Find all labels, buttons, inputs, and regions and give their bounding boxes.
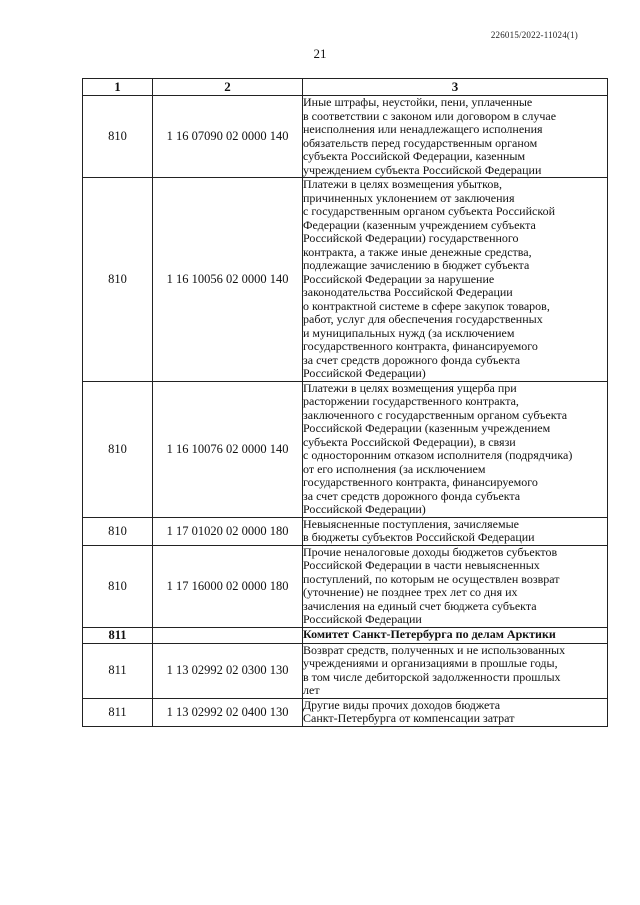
- budget-codes-table: [82, 78, 608, 727]
- description-line: Российской Федерации в части невыясненных: [303, 558, 540, 572]
- description-line: обязательств перед государственным органом: [303, 135, 538, 150]
- section-title: Комитет Санкт-Петербурга по делам Арктики: [303, 627, 608, 643]
- description-line: Иные штрафы, неустойки, пени, уплаченные: [303, 95, 533, 109]
- description-line: Невыясненные поступления, зачисляемые: [303, 516, 519, 531]
- description-cell: [303, 178, 608, 382]
- description-line: Возврат средств, полученных и не использованных: [303, 642, 566, 657]
- section-header-row: [83, 627, 608, 643]
- description-line: Платежи в целях возмещения убытков,: [303, 177, 503, 191]
- table-row: [83, 545, 608, 627]
- description-line: Платежи в целях возмещения ущерба при: [303, 380, 517, 395]
- revenue-code-cell: 1 17 01020 02 0000 180: [153, 517, 303, 545]
- section-empty-cell: [153, 627, 303, 643]
- admin-code-cell: 810: [83, 381, 153, 517]
- description-line: контракта, а также иные денежные средства,: [303, 244, 532, 259]
- column-header-2: 2: [153, 79, 303, 96]
- description-line: лет: [303, 683, 320, 697]
- description-line: причиненных уклонением от заключения: [303, 190, 515, 205]
- description-line: учреждениями и организациями в прошлые годы,: [303, 656, 558, 670]
- description-line: подлежащие зачислению в бюджет субъекта: [303, 258, 530, 272]
- description-line: Российской Федерации): [303, 502, 426, 516]
- table-row: [83, 698, 608, 726]
- admin-code-cell: 811: [83, 643, 153, 698]
- revenue-code-cell: 1 17 16000 02 0000 180: [153, 545, 303, 627]
- description-line: государственного контракта, финансируемого: [303, 475, 538, 489]
- admin-code-cell: 810: [83, 545, 153, 627]
- description-line: в бюджеты субъектов Российской Федерации: [303, 530, 535, 544]
- description-line: субъекта Российской Федерации, казенным: [303, 149, 526, 163]
- table-header-row: [83, 79, 608, 96]
- admin-code-cell: 811: [83, 698, 153, 726]
- description-line: Российской Федерации за нарушение: [303, 271, 495, 286]
- description-line: Другие виды прочих доходов бюджета: [303, 697, 501, 712]
- admin-code-cell: 810: [83, 178, 153, 382]
- description-line: Российской Федерации: [303, 612, 422, 626]
- description-line: неисполнения или ненадлежащего исполнения: [303, 122, 543, 136]
- revenue-code-cell: 1 16 10056 02 0000 140: [153, 178, 303, 382]
- description-line: за счет средств дорожного фонда субъекта: [303, 352, 521, 367]
- description-line: с государственным органом субъекта Российской: [303, 204, 555, 218]
- admin-code-cell: 810: [83, 96, 153, 178]
- description-line: (уточнение) не позднее трех лет со дня их: [303, 585, 518, 599]
- description-line: и муниципальных нужд (за исключением: [303, 325, 515, 340]
- description-line: поступлений, по которым не осуществлен возврат: [303, 571, 560, 586]
- description-line: за счет средств дорожного фонда субъекта: [303, 488, 521, 503]
- revenue-code-cell: 1 16 10076 02 0000 140: [153, 381, 303, 517]
- description-line: заключенного с государственным органом субъекта: [303, 407, 568, 422]
- description-line: Российской Федерации) государственного: [303, 231, 519, 245]
- admin-code-cell: 810: [83, 517, 153, 545]
- table-row: [83, 643, 608, 698]
- table-row: [83, 517, 608, 545]
- description-cell: [303, 545, 608, 627]
- description-line: расторжении государственного контракта,: [303, 394, 519, 408]
- description-cell: [303, 96, 608, 178]
- description-line: субъекта Российской Федерации), в связи: [303, 434, 516, 449]
- revenue-code-cell: 1 13 02992 02 0400 130: [153, 698, 303, 726]
- revenue-code-cell: 1 13 02992 02 0300 130: [153, 643, 303, 698]
- description-line: в том числе дебиторской задолженности прошлых: [303, 669, 561, 684]
- description-line: Санкт-Петербурга от компенсации затрат: [303, 711, 515, 725]
- description-line: в соответствии с законом или договором в случае: [303, 108, 557, 123]
- description-line: Российской Федерации (казенным учреждением: [303, 421, 551, 435]
- description-cell: [303, 517, 608, 545]
- document-number: 226015/2022-11024(1): [490, 30, 578, 40]
- description-line: законодательства Российской Федерации: [303, 285, 513, 299]
- table-row: [83, 381, 608, 517]
- table-row: [83, 178, 608, 382]
- description-cell: [303, 381, 608, 517]
- description-line: Российской Федерации): [303, 366, 426, 380]
- description-line: о контрактной системе в сфере закупок товаров,: [303, 298, 550, 313]
- table-row: [83, 96, 608, 178]
- description-line: от его исполнения (за исключением: [303, 461, 486, 476]
- description-line: государственного контракта, финансируемого: [303, 339, 538, 353]
- table-body: [83, 96, 608, 727]
- section-admin-code: 811: [83, 627, 153, 643]
- column-header-1: 1: [83, 79, 153, 96]
- description-line: Федерации (казенным учреждением субъекта: [303, 217, 536, 232]
- description-line: Прочие неналоговые доходы бюджетов субъектов: [303, 544, 558, 559]
- description-line: с односторонним отказом исполнителя (подрядчика): [303, 448, 573, 462]
- description-cell: [303, 698, 608, 726]
- description-cell: [303, 643, 608, 698]
- column-header-3: 3: [303, 79, 608, 96]
- revenue-code-cell: 1 16 07090 02 0000 140: [153, 96, 303, 178]
- description-line: учреждением субъекта Российской Федерации: [303, 162, 542, 177]
- description-line: работ, услуг для обеспечения государственных: [303, 312, 543, 326]
- page-number: 21: [313, 46, 327, 61]
- description-line: зачисления на единый счет бюджета субъекта: [303, 598, 537, 613]
